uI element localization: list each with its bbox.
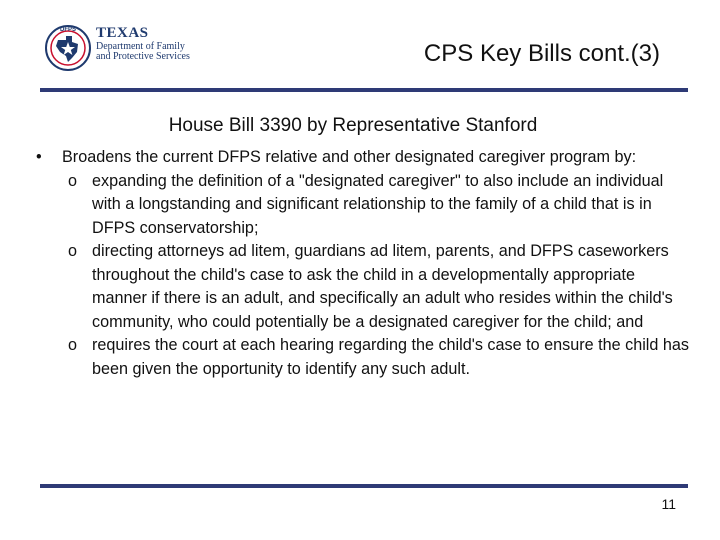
top-divider: [40, 88, 688, 92]
slide-subtitle: House Bill 3390 by Representative Stanford: [168, 115, 538, 136]
sub-bullet-item: [62, 170, 692, 241]
dfps-seal-icon: [44, 20, 94, 76]
slide-title: CPS Key Bills cont.(3): [423, 40, 660, 67]
sub-bullet-text: directing attorneys ad litem, guardians ad litem, parents, and DFPS caseworkers throughout the child's case to ask the child in a developmentally appropriate manner if there is an adult, and specifically an adult who resides within the child's community, who could potentially be a designated caregiver for the child; and: [92, 242, 673, 331]
sub-bullet-text: requires the court at each hearing regarding the child's case to ensure the child has been given the opportunity to identify any such adult.: [92, 336, 689, 378]
bullet-marker: •: [36, 148, 42, 166]
logo-text: [96, 26, 190, 63]
bottom-divider: [40, 484, 688, 488]
slide-content: [32, 146, 692, 381]
sub-bullet-list: [62, 170, 692, 382]
logo-state: TEXAS: [96, 25, 149, 41]
sub-bullet-item: [62, 334, 692, 381]
seal-badge-text: DFPS: [59, 27, 77, 33]
logo-line1: Department of Family: [96, 40, 185, 52]
page-number: 11: [661, 496, 676, 512]
sub-bullet-marker: o: [68, 171, 78, 190]
sub-bullet-text: expanding the definition of a "designated caregiver" to also include an individual with a longstanding and significant relationship to the family of a child that is in DFPS conservatorship;: [92, 171, 664, 237]
sub-bullet-marker: o: [68, 242, 78, 260]
bullet-text: Broadens the current DFPS relative and other designated caregiver program by:: [62, 148, 637, 166]
sub-bullet-marker: o: [68, 336, 78, 354]
bullet-item: [32, 146, 692, 381]
sub-bullet-item: [62, 240, 692, 334]
logo-line2: and Protective Services: [96, 51, 190, 63]
dfps-logo: [44, 20, 204, 80]
